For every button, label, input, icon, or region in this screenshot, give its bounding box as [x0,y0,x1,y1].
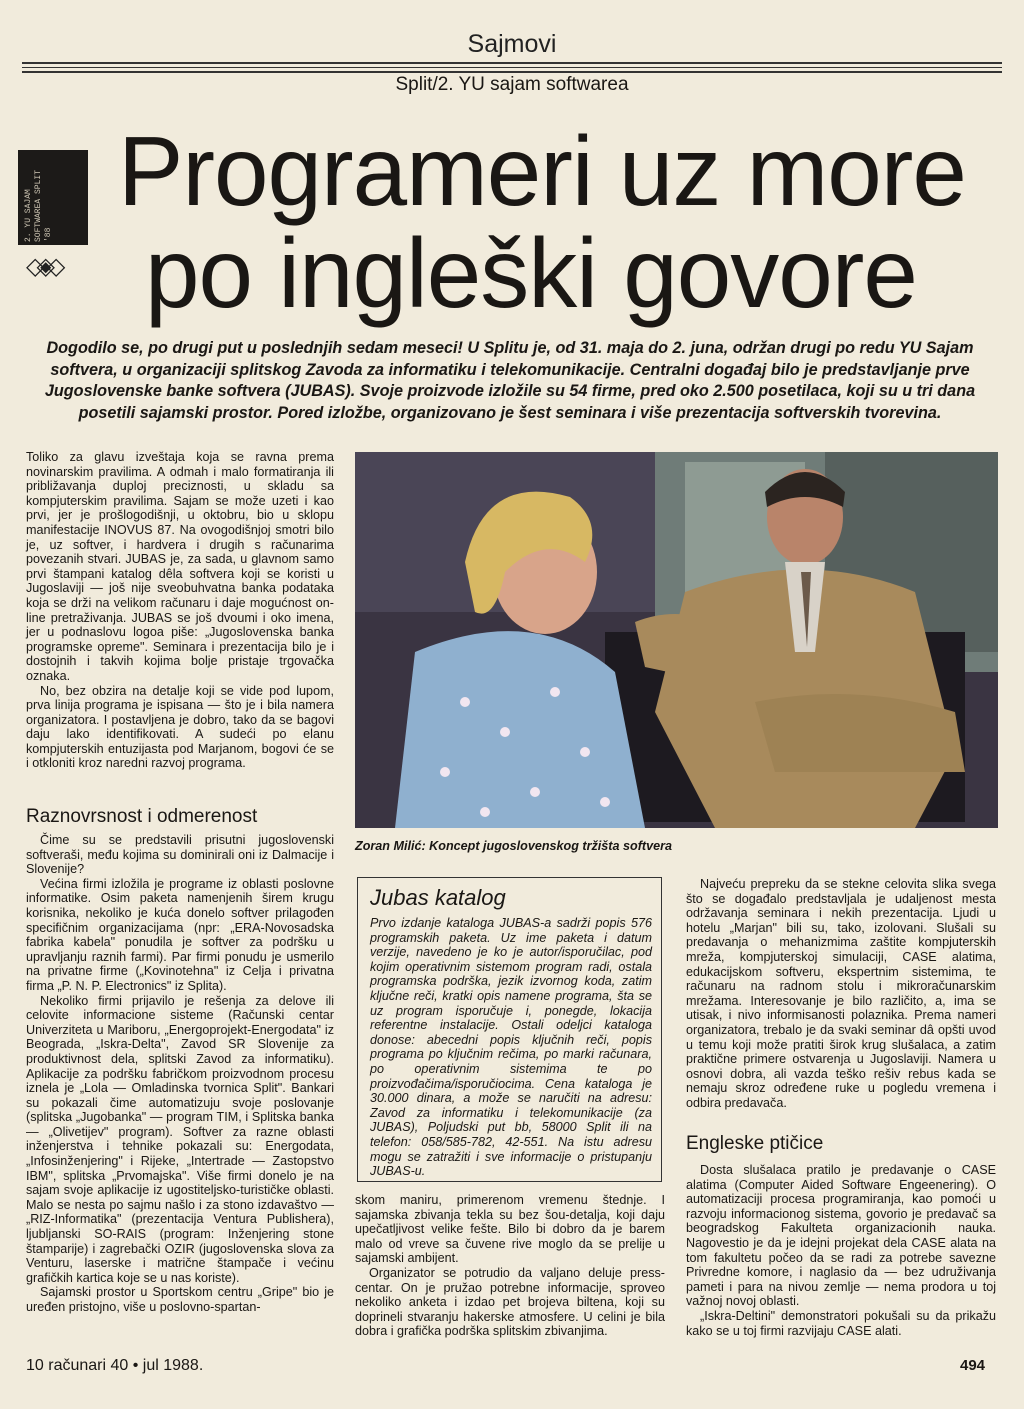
body-paragraph: Većina firmi izložila je programe iz oblasti poslovne informatike. Osim paketa namenjenih širem krugu korisnika, nekoliko je kuća donelo softver prilagođen specifičnim organizacijama (npr: „ERA-Novosadska fabrika kabela" ponudila je softver za podršku u upravljanju raznih farmi). Par firmi ponudu je usmerilo na privatne firme („Kovinotehna" iz Celja i privatna firma „P. N. P. Electronics" iz Splita). [26,876,334,993]
body-paragraph: Dosta slušalaca pratilo je predavanje o CASE alatima (Computer Aided Software Engeenering). O automatizaciji procesa programiranja, kao pomoći u razvoju informacionog sistema, govorio je predavač sa beogradskog Fakulteta organizacionih nauka. Nagovestio je da je idejni projekat dela CASE alata na tom fakultetu počeo da se radi za potrebe savezne Privredne komore, i naglasio da — bez udruživanja pameti i para na nivou zemlje — nema prodora u toj važnoj novoj oblasti. [686,1163,996,1309]
fair-logo-text: 2. YU SAJAM SOFTWAREA SPLIT '88 [24,169,53,242]
photo-illustration [355,452,998,828]
photo-caption: Zoran Milić: Koncept jugoslovenskog tržišta softvera [355,839,672,853]
subheading: Raznovrsnost i odmerenost [26,806,258,827]
body-paragraph: skom maniru, primerenom vremenu štednje. I sajamska zbivanja tekla su bez šou-detalja, koji daju upečatljivost velike fešte. Bilo bi dobro da je barem malo od vreve sa čuvene rive moglo da se prelije u sajamski ambijent. [355,1193,665,1266]
body-paragraph: No, bez obzira na detalje koji se vide pod lupom, prva linija programa je ispisana — što je i bila namera organizatora. I postavljena je dobro, tako da se bagovi daju lako identifikovati. A sudeći po elanu kompjuterskih entuzijasta pod Marjanom, bogovi će se i otkloniti kroz naredni razvoj programa. [26,683,334,771]
body-paragraph: „Iskra-Deltini" demonstratori pokušali su da prikažu kako se u toj firmi razvijaju CASE alati. [686,1308,996,1338]
page-footer: 10 računari 40 • jul 1988. [26,1357,204,1374]
header-rule [22,62,1002,64]
body-paragraph: Čime su se predstavili prisutni jugoslovenski softveraši, među kojima su dominirali oni iz Dalmacije i Slovenije? [26,833,334,877]
diamond-logo-icon: ◇◈◇ [26,253,58,280]
body-paragraph: Organizator se potrudio da valjano deluje press-centar. On je pružao potrebne informacije, sproveo nekoliko anketa i izdao pet brojeva biltena, koji su doprineli stvaranju hakerske atmosfere. U celini je bila dobra i grafička podrška splitskim zbivanjima. [355,1265,665,1339]
sidebar-text: Prvo izdanje kataloga JUBAS-a sadrži popis 576 programskih paketa. Uz ime paketa i datum verzije, navedeno je ko je autor/isporučilac, pod kojim operativnim sistemom program radi, ostala programska podrška, jezik izvornog koda, zatim ključne reči, kratki opis namene programa, šta se uz program isporučuje i, ponegde, lokacija referentne instalacije. Ostali odeljci kataloga donose: abecedni popis ključnih reči, popis programa po ključnim rečima, po marki računara, po operativnim sistemima te po proizvođačima/isporučiocima. Cena kataloga je 30.000 dinara, a može se naručiti na adresu: Zavod za informatiku i telekomunikacije (za JUBAS), Poljudski put bb, 58000 Split ili na telefon: 058/585-782, 42-551. Na istu adresu mogu se zatražiti i sve informacije o pristupanju JUBAS-u. [370,916,652,1179]
headline-line-2: po ingleški govore [145,218,917,328]
column-3-continued [686,1163,996,1338]
body-paragraph: Nekoliko firmi prijavilo je rešenja za delove ili celovite informacione sisteme (Računski centar Univerziteta u Mariboru, „Energoprojekt-Energodata" iz Beograda, „Iskra-Delta", Zavod SR Slovenije za produktivnost dela, splitski Zavod za informatiku). Aplikacije za podršku fabričkom proizvodnom procesu iznela je „Lola — Omladinska tvornica Split". Bankari su pokazali čime automatizuju svoje poslovanje (splitska „Jugobanka" — program TIM, i Splitska banka — „Olivetijev" program). Softver za razne oblasti inženjerstva i tehnike pokazali su: Energodata, „Infosinženjering" i Rijeke, „Intertrade — Zastopstvo IBM", splitska „Prvomajska". Više firmi donelo je na sajam svoje aplikacije iz ugostiteljsko-turističke oblasti. Malo se nesta po sajmu našlo i za stono izdavaštvo — „RIZ-Informatika" (prezentacija Ventura Publishera), ljubljanski SO-RAIS (program: Inženjering stone štamparije) i zagrebački OZIR (jugoslovenska slova za Venturu, laserske i matrične štampače i većinu grafičkih kartica koje se u nas koriste). [26,993,334,1285]
body-paragraph: Sajamski prostor u Sportskom centru „Gripe" bio je uređen pristojno, više u poslovno-spartan- [26,1285,334,1314]
photo [355,452,998,828]
subheading: Engleske ptičice [686,1133,824,1154]
sidebar-title: Jubas katalog [370,885,506,910]
column-3 [686,877,996,1111]
headline-line-1: Programeri uz more [118,116,966,226]
lead-paragraph: Dogodilo se, po drugi put u poslednjih sedam meseci! U Splitu je, od 31. maja do 2. juna, održan drugi po redu YU Sajam softvera, u organizaciji splitskog Zavoda za informatiku i telekomunikacije. Centralni događaj bilo je predstavljanje prve Jugoslovenske banke softvera (JUBAS). Svoje proizvode izložile su 54 firme, pred oko 2.500 posetilaca, koji su u tri dana posetili sajamski prostor. Pored izložbe, organizovano je šest seminara i više prezentacija softverskih tvorevina. [44,339,976,422]
section-title: Sajmovi [467,30,557,58]
header-rule [22,71,1002,73]
body-paragraph: Najveću prepreku da se stekne celovita slika svega što se događalo predstavljala je udaljenost mesta održavanja seminara i nekih prezentacija. Ljudi u hotelu „Marjan" bili su, tako, izolovani. Slušali su predavanja o mehanizmima zaštite kompjuterskih mreža, kompjuterskoj simulaciji, CASE alatima, edukacijskom softveru, ekspertnim sistemima, te računaru na radnom stolu i mikroračunarskim mrežama. Interesovanje je bilo različito, a, ima se utisak, i nivo informisanosti polaznika. Prema nameri organizatora, trebalo je da svaki seminar dâ opšti uvod u temu koji može pratiti širok krug slušalaca, a zatim praktične primere ostvarenja u Jugoslaviji. Namera u osnovi dobra, ali vazda teško rešiv rebus kada se nemaju skroz određene ruke u pogledu vremena i odbira predavača. [686,877,996,1110]
body-paragraph: Toliko za glavu izveštaja koja se ravna prema novinarskim pravilima. A odmah i malo formatiranja ili približavanja duploj preciznosti, u skladu sa kompjuterskim pravilima. Sajam se može uzeti i kao prvi, jer je prošlogodišnji, u oktobru, bio u sklopu manifestacije INOVUS 87. Na ovogodišnjoj smotri bilo je, uz softver, i hardvera i drugih s računarima povezanih stvari. JUBAS je, za sada, u glavnom samo prvi štampani katalog dêla softvera koji se koristi u Jugoslaviji — još nije sveobuhvatna banka podataka koja se drži na velikom računaru i daje mogućnost on-line pretraživanja. JUBAS se još dvoumi i oko imena, jer u podnaslovu logoa piše: „Jugoslovenska banka programske opreme". Seminara i prezentacija bilo je i dostojnih i takvih kojima bolje pristaje trgovačka oznaka. [26,450,334,683]
column-1-continued [26,833,334,1315]
page-number: 494 [960,1357,986,1374]
column-2-continued [355,1193,665,1339]
article-kicker: Split/2. YU sajam softwarea [395,74,629,95]
column-1 [26,450,334,771]
header-rule [22,67,1002,68]
